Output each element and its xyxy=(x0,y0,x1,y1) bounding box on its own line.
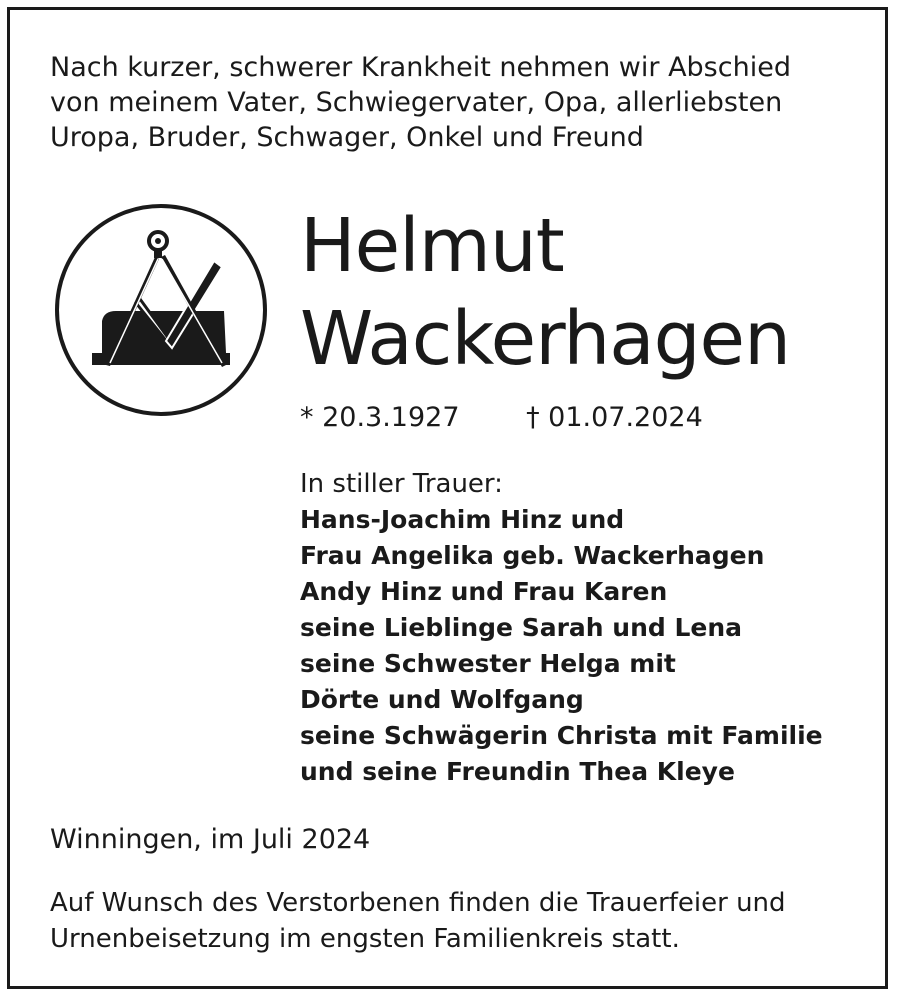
mourner-line: Andy Hinz und Frau Karen xyxy=(300,577,668,606)
mourner-line: seine Lieblinge Sarah und Lena xyxy=(300,613,743,642)
compass-hinge-pin xyxy=(155,238,161,244)
mourners-block xyxy=(300,466,823,790)
deceased-name xyxy=(300,200,790,386)
compass-head xyxy=(154,250,162,258)
death-date: † 01.07.2024 xyxy=(526,402,703,433)
mourner-line: seine Schwägerin Christa mit Familie xyxy=(300,721,823,750)
mourner-line: Dörte und Wolfgang xyxy=(300,685,584,714)
mourner-line: und seine Freundin Thea Kleye xyxy=(300,757,735,786)
emblem-graphic xyxy=(54,203,268,417)
mourning-heading: In stiller Trauer: xyxy=(300,469,503,499)
freemason-square-compass-plane-icon xyxy=(54,203,268,417)
mourner-line: Frau Angelika geb. Wackerhagen xyxy=(300,541,765,570)
intro-line: Nach kurzer, schwerer Krankheit nehmen wir Abschied xyxy=(50,52,791,83)
birth-date: * 20.3.1927 xyxy=(300,402,460,433)
place-and-date: Winningen, im Juli 2024 xyxy=(50,824,371,855)
intro-text xyxy=(50,50,850,155)
mourner-line: Hans-Joachim Hinz und xyxy=(300,505,625,534)
life-dates xyxy=(300,400,703,436)
notice-line: Auf Wunsch des Verstorbenen finden die Trauerfeier und xyxy=(50,888,786,918)
first-name: Helmut xyxy=(300,203,564,289)
intro-line: von meinem Vater, Schwiegervater, Opa, allerliebsten xyxy=(50,87,783,118)
intro-line: Uropa, Bruder, Schwager, Onkel und Freund xyxy=(50,122,644,153)
notice-line: Urnenbeisetzung im engsten Familienkreis statt. xyxy=(50,924,680,954)
mourner-line: seine Schwester Helga mit xyxy=(300,649,676,678)
funeral-notice xyxy=(50,885,786,957)
last-name: Wackerhagen xyxy=(300,296,790,382)
